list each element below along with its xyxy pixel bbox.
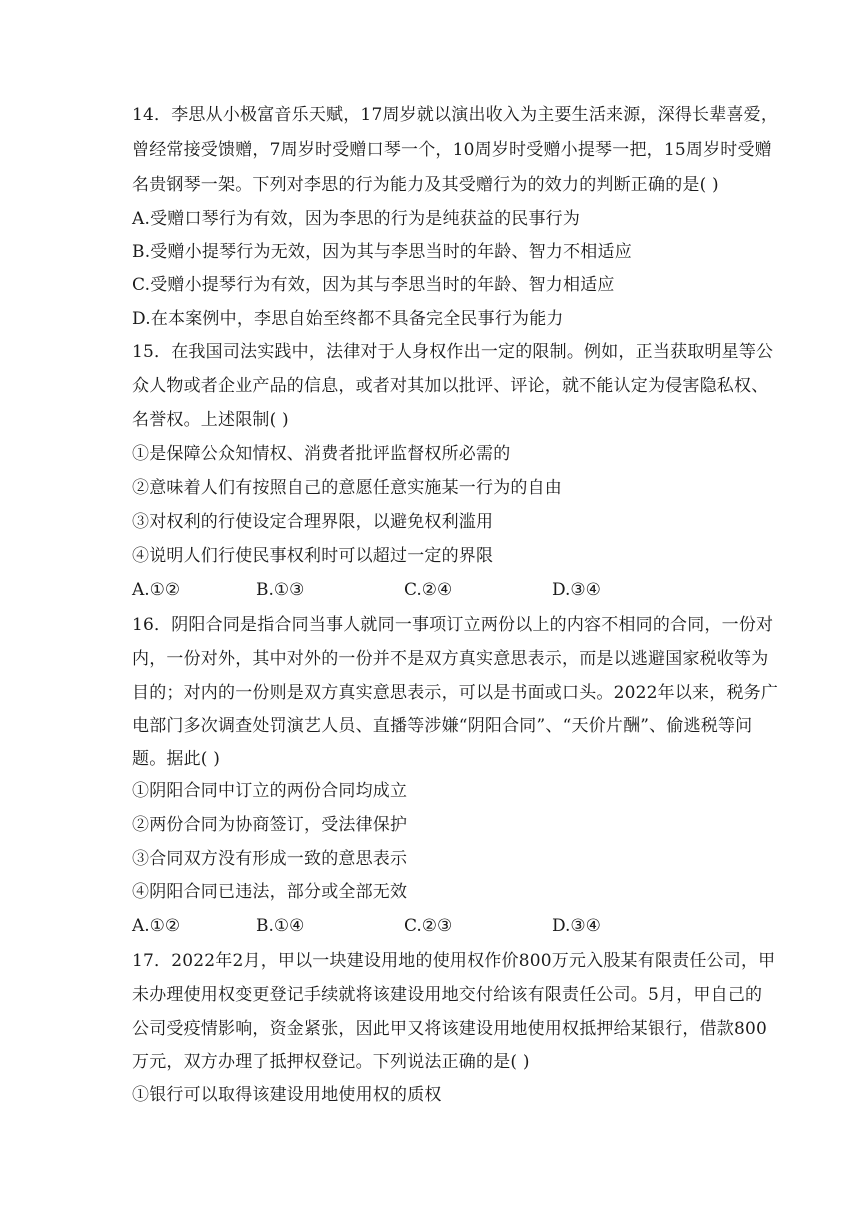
question-15-statement-3: ③对权利的行使设定合理界限，以避免权利滥用: [132, 512, 494, 532]
question-16-statement-2: ②两份合同为协商签订，受法律保护: [132, 815, 408, 835]
question-16-option-d: D.③④: [552, 916, 601, 936]
question-16-stem-line-3: 目的；对内的一份则是双方真实意思表示，可以是书面或口头。2022年以来，税务广: [132, 683, 779, 703]
question-15-option-a: A.①②: [132, 580, 181, 600]
question-15-option-b: B.①③: [256, 580, 305, 600]
question-14-choice-a: A.受赠口琴行为有效，因为李思的行为是纯获益的民事行为: [132, 209, 581, 229]
question-17-stem-line-2: 未办理使用权变更登记手续就将该建设用地交付给该有限责任公司。5月，甲自己的: [132, 985, 763, 1005]
question-15-stem-line-3: 名誉权。上述限制( ): [132, 410, 289, 430]
question-15-option-d: D.③④: [552, 580, 601, 600]
question-15-statement-2: ②意味着人们有按照自己的意愿任意实施某一行为的自由: [132, 478, 562, 498]
question-14-choice-b: B.受赠小提琴行为无效，因为其与李思当时的年龄、智力不相适应: [132, 242, 632, 262]
question-16-stem-line-4: 电部门多次调查处罚演艺人员、直播等涉嫌“阴阳合同”、“天价片酬”、偷逃税等问: [132, 716, 753, 736]
question-14-stem-line-3: 名贵钢琴一架。下列对李思的行为能力及其受赠行为的效力的判断正确的是( ): [132, 175, 719, 195]
question-15-stem-line-1: 15．在我国司法实践中，法律对于人身权作出一定的限制。例如，正当获取明星等公: [132, 342, 774, 362]
question-14-stem-line-1: 14．李思从小极富音乐天赋，17周岁就以演出收入为主要生活来源，深得长辈喜爱，: [132, 105, 779, 125]
question-16-option-b: B.①④: [256, 916, 305, 936]
question-14-choice-c: C.受赠小提琴行为有效，因为其与李思当时的年龄、智力相适应: [132, 275, 615, 295]
question-17-statement-1: ①银行可以取得该建设用地使用权的质权: [132, 1085, 442, 1105]
question-15-statement-1: ①是保障公众知情权、消费者批评监督权所必需的: [132, 444, 511, 464]
question-16-option-c: C.②③: [404, 916, 453, 936]
question-15-statement-4: ④说明人们行使民事权利时可以超过一定的界限: [132, 546, 494, 566]
question-14-stem-line-2: 曾经常接受馈赠，7周岁时受赠口琴一个，10周岁时受赠小提琴一把，15周岁时受赠: [132, 140, 772, 160]
question-17-stem-line-1: 17．2022年2月，甲以一块建设用地的使用权作价800万元入股某有限责任公司，甲: [132, 951, 776, 971]
question-16-statement-3: ③合同双方没有形成一致的意思表示: [132, 849, 408, 869]
question-16-stem-line-2: 内，一份对外，其中对外的一份并不是双方真实意思表示，而是以逃避国家税收等为: [132, 649, 769, 669]
question-15-stem-line-2: 众人物或者企业产品的信息，或者对其加以批评、评论，就不能认定为侵害隐私权、: [132, 376, 769, 396]
question-15-option-c: C.②④: [404, 580, 453, 600]
question-16-statement-4: ④阴阳合同已违法，部分或全部无效: [132, 882, 408, 902]
question-14-choice-d: D.在本案例中，李思自始至终都不具备完全民事行为能力: [132, 309, 564, 329]
question-16-option-a: A.①②: [132, 916, 181, 936]
question-16-stem-line-5: 题。据此( ): [132, 749, 221, 769]
question-16-statement-1: ①阴阳合同中订立的两份合同均成立: [132, 781, 408, 801]
question-17-stem-line-3: 公司受疫情影响，资金紧张，因此甲又将该建设用地使用权抵押给某银行，借款800: [132, 1019, 768, 1039]
question-16-stem-line-1: 16．阴阳合同是指合同当事人就同一事项订立两份以上的内容不相同的合同，一份对: [132, 615, 774, 635]
question-17-stem-line-4: 万元，双方办理了抵押权登记。下列说法正确的是( ): [132, 1052, 530, 1072]
